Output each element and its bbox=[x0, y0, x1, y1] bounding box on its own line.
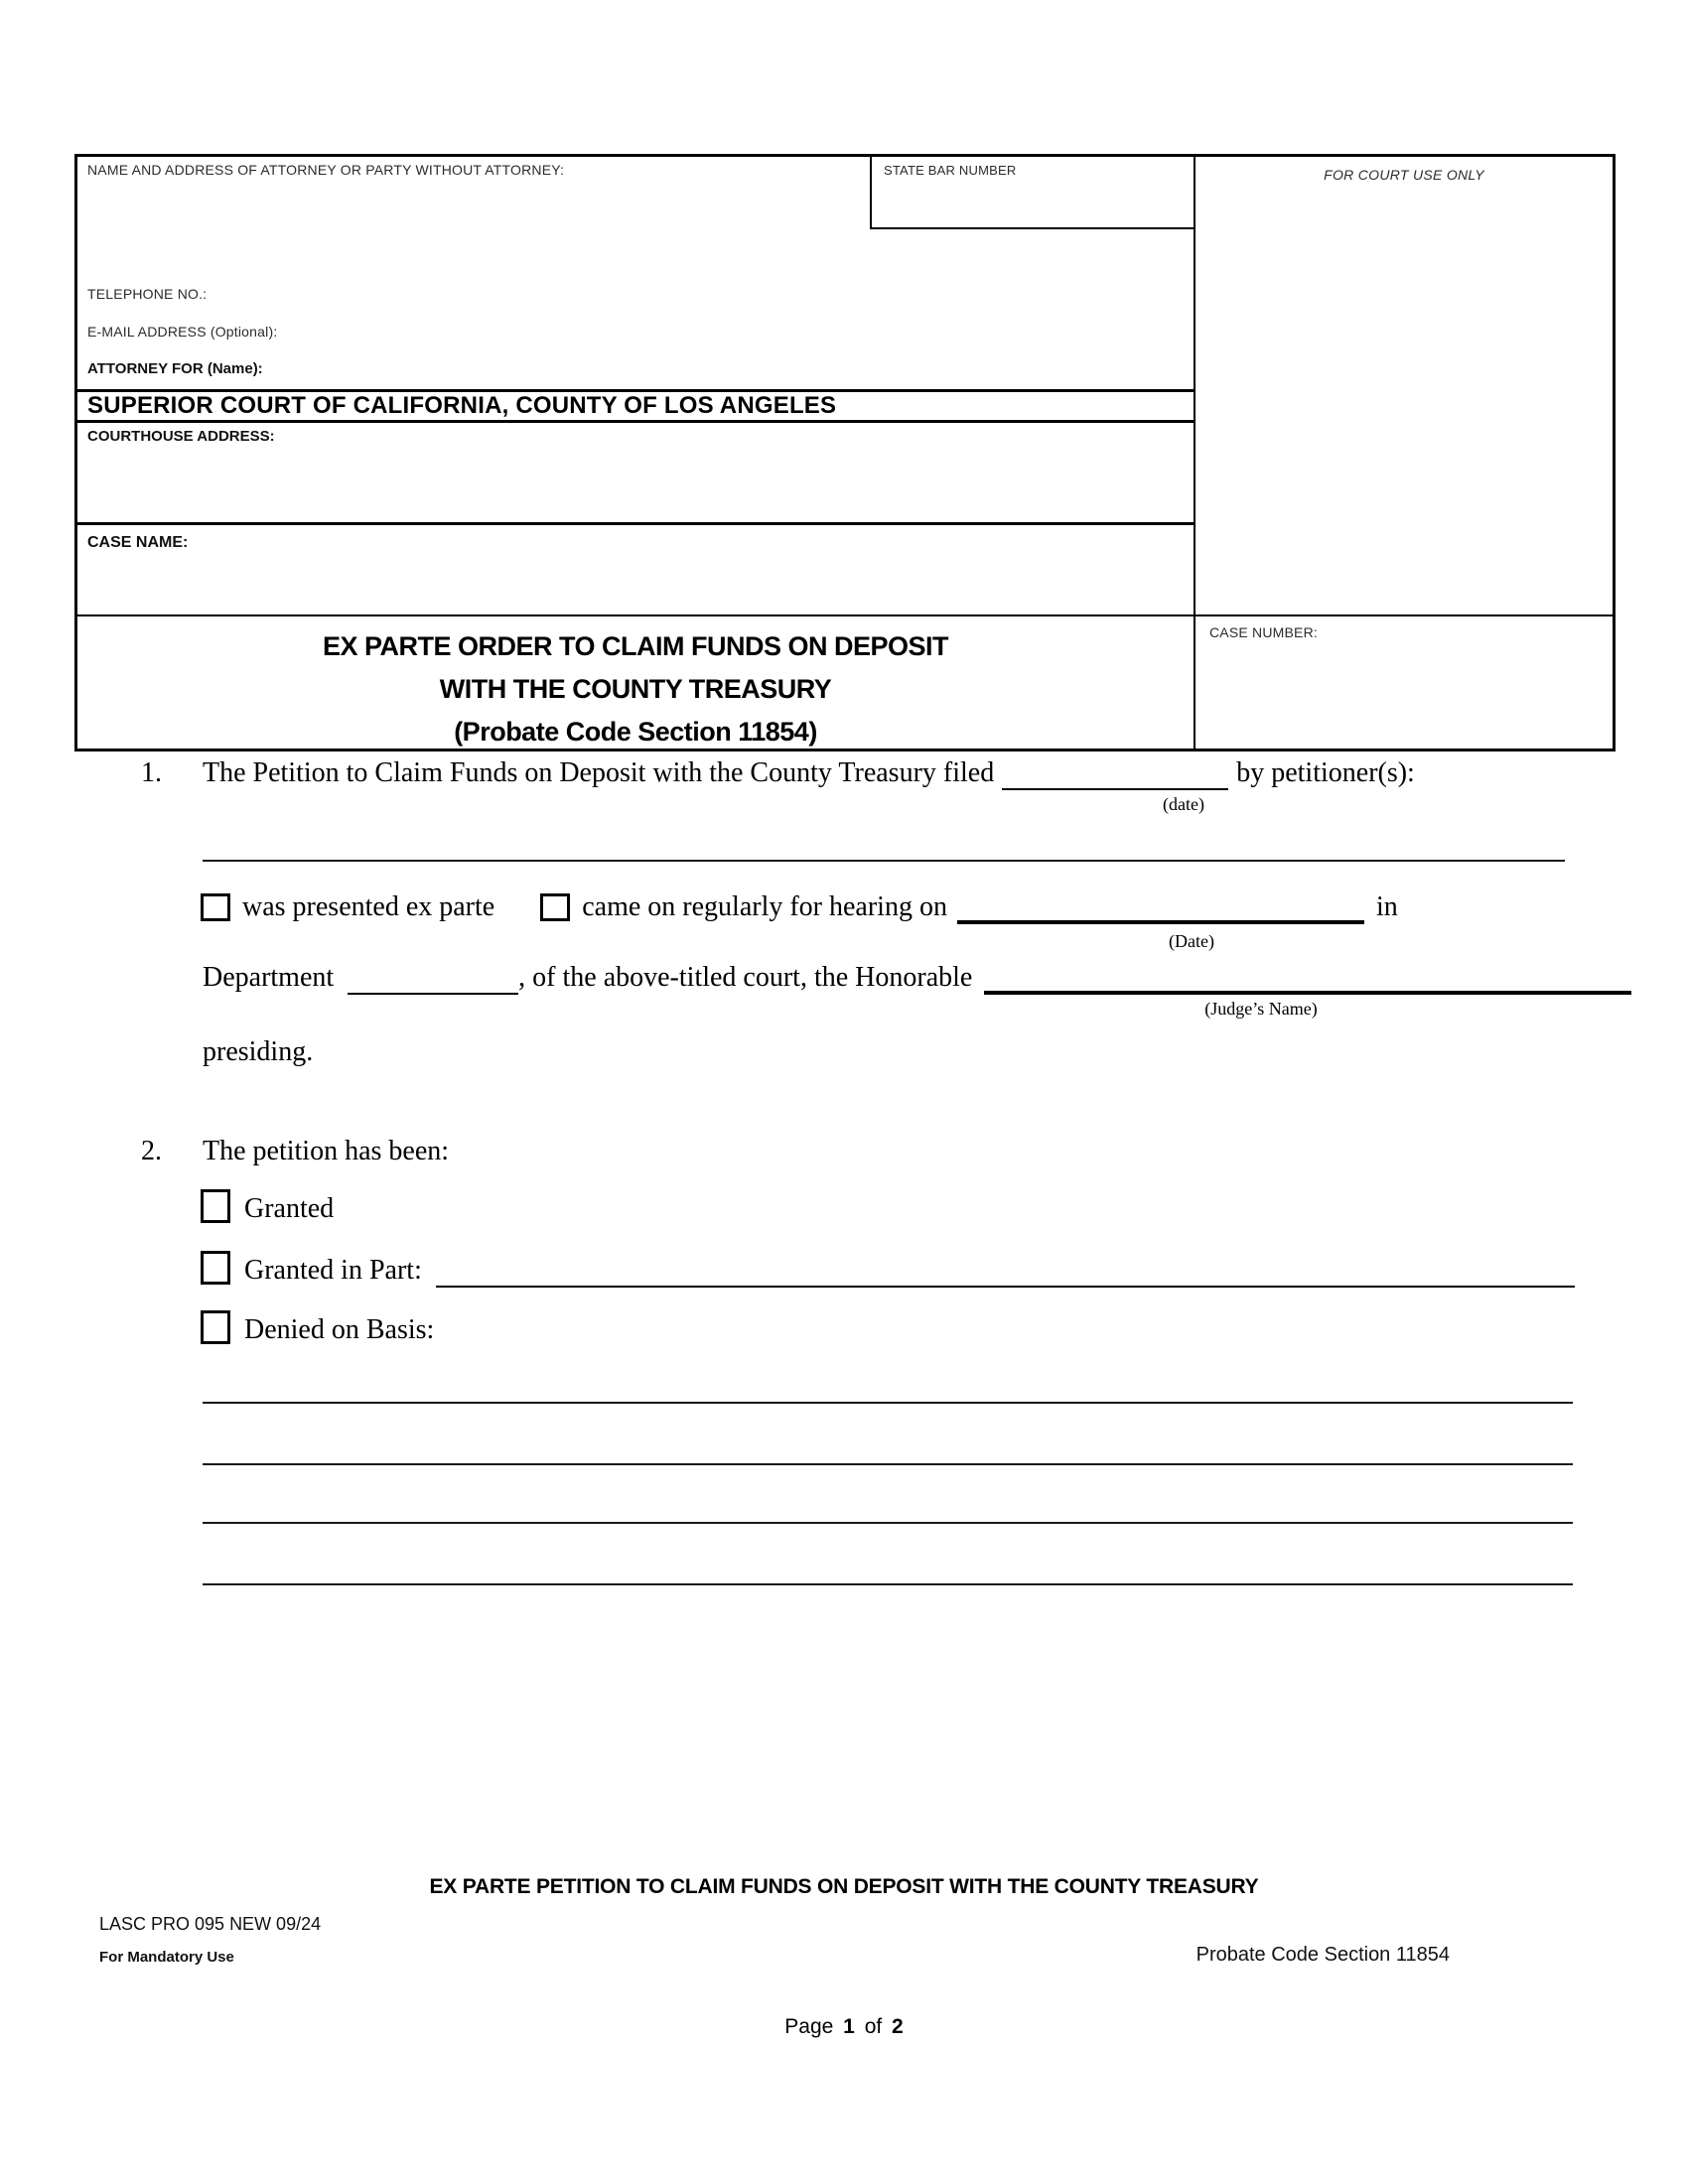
after-department-text: , of the above-titled court, the Honorable bbox=[518, 962, 973, 993]
department-blank[interactable] bbox=[348, 963, 518, 995]
courthouse-divider-line bbox=[77, 522, 1194, 525]
item1-text-before-blank: The Petition to Claim Funds on Deposit with the County Treasury filed bbox=[203, 757, 995, 788]
basis-line-3[interactable] bbox=[203, 1522, 1573, 1524]
court-name-band bbox=[77, 389, 1194, 423]
courthouse-address-area[interactable] bbox=[87, 428, 1180, 519]
filed-date-caption: (date) bbox=[1163, 794, 1204, 814]
document-title-line3: (Probate Code Section 11854) bbox=[454, 717, 817, 747]
came-on-regularly-label: came on regularly for hearing on bbox=[582, 891, 947, 922]
email-field-area[interactable] bbox=[87, 324, 862, 355]
page-current: 1 bbox=[843, 2015, 855, 2038]
item1-department-row bbox=[203, 961, 1631, 995]
basis-line-4[interactable] bbox=[203, 1583, 1573, 1585]
footer-form-title: EX PARTE PETITION TO CLAIM FUNDS ON DEPOSIT WITH THE COUNTY TREASURY bbox=[429, 1875, 1259, 1898]
email-label: E-MAIL ADDRESS (Optional): bbox=[87, 324, 278, 340]
document-title-box bbox=[77, 614, 1194, 749]
attorney-for-label: ATTORNEY FOR (Name): bbox=[87, 360, 263, 377]
header-right-column bbox=[1194, 157, 1613, 749]
checkbox-denied[interactable] bbox=[201, 1310, 230, 1344]
judge-name-caption: (Judge’s Name) bbox=[1204, 999, 1318, 1019]
attorney-name-address-label: NAME AND ADDRESS OF ATTORNEY OR PARTY WITHOUT ATTORNEY: bbox=[87, 162, 565, 178]
basis-line-1[interactable] bbox=[203, 1402, 1573, 1404]
hearing-date-blank[interactable] bbox=[957, 892, 1364, 924]
attorney-for-field-area[interactable] bbox=[87, 360, 862, 388]
checkbox-was-presented-ex-parte[interactable] bbox=[201, 893, 230, 921]
checkbox-granted-in-part[interactable] bbox=[201, 1251, 230, 1285]
case-number-box[interactable] bbox=[1196, 614, 1613, 749]
item2-label: The petition has been: bbox=[203, 1136, 450, 1166]
filed-date-blank[interactable] bbox=[1002, 758, 1228, 790]
presiding-text: presiding. bbox=[203, 1036, 314, 1067]
page-total: 2 bbox=[892, 2015, 904, 2038]
was-presented-label: was presented ex parte bbox=[242, 891, 495, 922]
page-of: of bbox=[864, 2015, 883, 2038]
court-name: SUPERIOR COURT OF CALIFORNIA, COUNTY OF LOS ANGELES bbox=[87, 392, 837, 419]
item1-line1 bbox=[203, 756, 1415, 790]
footer-probate-reference: Probate Code Section 11854 bbox=[1196, 1944, 1450, 1966]
judge-name-blank[interactable] bbox=[984, 963, 1631, 995]
for-court-use-area[interactable] bbox=[1196, 167, 1613, 183]
granted-row bbox=[201, 1189, 334, 1226]
granted-in-part-row bbox=[201, 1251, 1575, 1288]
petitioners-blank-line[interactable] bbox=[203, 860, 1565, 862]
page-number bbox=[0, 2015, 1688, 2039]
courthouse-address-label: COURTHOUSE ADDRESS: bbox=[87, 428, 275, 445]
word-in: in bbox=[1375, 891, 1398, 922]
department-label: Department bbox=[203, 962, 335, 993]
checkbox-granted[interactable] bbox=[201, 1189, 230, 1223]
for-court-use-label: FOR COURT USE ONLY bbox=[1324, 167, 1484, 183]
granted-label: Granted bbox=[244, 1193, 335, 1224]
denied-label: Denied on Basis: bbox=[244, 1314, 435, 1345]
item1-text-after-blank: by petitioner(s): bbox=[1236, 757, 1415, 788]
footer-form-number: LASC PRO 095 NEW 09/24 bbox=[99, 1914, 322, 1934]
item2-number: 2. bbox=[141, 1136, 162, 1166]
state-bar-number-label: STATE BAR NUMBER bbox=[884, 163, 1017, 178]
case-name-label: CASE NAME: bbox=[87, 534, 189, 551]
denied-row bbox=[201, 1310, 434, 1347]
telephone-label: TELEPHONE NO.: bbox=[87, 286, 208, 302]
checkbox-came-on-regularly[interactable] bbox=[540, 893, 570, 921]
item1-hearing-row bbox=[201, 890, 1398, 924]
page-label: Page bbox=[784, 2015, 834, 2038]
granted-in-part-blank[interactable] bbox=[436, 1256, 1575, 1288]
telephone-field-area[interactable] bbox=[87, 286, 862, 318]
case-name-area[interactable] bbox=[87, 534, 1180, 609]
basis-line-2[interactable] bbox=[203, 1463, 1573, 1465]
case-number-label: CASE NUMBER: bbox=[1209, 624, 1318, 640]
hearing-date-caption: (Date) bbox=[1169, 931, 1214, 951]
item1-number: 1. bbox=[141, 757, 162, 788]
granted-in-part-label: Granted in Part: bbox=[244, 1255, 422, 1286]
document-title-line2: WITH THE COUNTY TREASURY bbox=[439, 674, 832, 704]
footer-mandatory-use: For Mandatory Use bbox=[99, 1949, 234, 1966]
document-title-line1: EX PARTE ORDER TO CLAIM FUNDS ON DEPOSIT bbox=[322, 631, 949, 661]
form-header-box bbox=[74, 154, 1616, 751]
state-bar-number-box[interactable] bbox=[870, 157, 1194, 229]
